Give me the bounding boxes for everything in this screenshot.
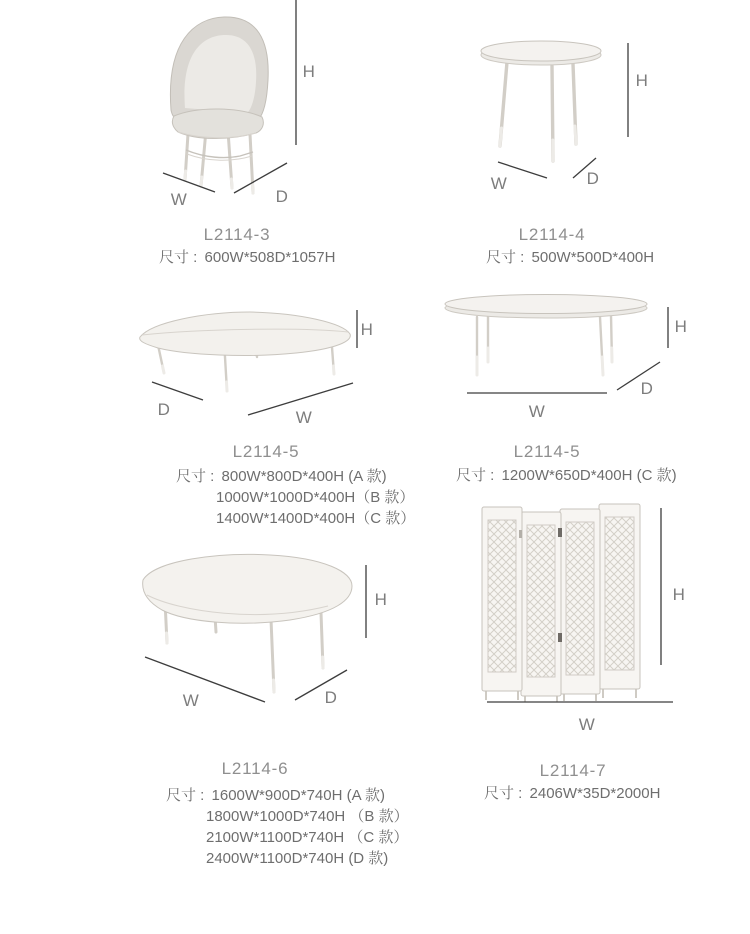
size-specs [166, 785, 409, 869]
bar-chair-sketch [100, 0, 330, 215]
screen-drawing [482, 504, 640, 702]
size-prefix: 尺寸 : [456, 467, 499, 484]
chair-drawing [170, 17, 268, 193]
depth-dim-line [295, 670, 347, 700]
size-value: 500W*500D*400H [531, 249, 655, 266]
size-specs [456, 465, 677, 486]
size-spec-line [486, 247, 654, 268]
table-drawing [481, 41, 601, 161]
table-drawing [445, 295, 647, 376]
depth-dim-label: D [275, 187, 289, 206]
product-card-square-coffee-table [100, 285, 416, 535]
height-dim-label: H [672, 585, 686, 604]
size-spec-line [176, 466, 415, 487]
size-prefix: 尺寸 : [176, 468, 219, 485]
depth-dim-label: D [640, 379, 654, 398]
size-spec-line [159, 247, 335, 268]
size-specs [159, 247, 335, 268]
oval-coffee-table-sketch [430, 285, 730, 430]
size-spec-line [456, 465, 677, 486]
size-spec-line [484, 783, 660, 804]
size-specs [176, 466, 415, 529]
size-spec-line: 1400W*1400D*400H（C 款） [216, 510, 416, 527]
round-side-table-sketch [430, 0, 730, 215]
size-prefix: 尺寸 : [159, 249, 202, 266]
size-value: 1600W*900D*740H (A 款) [211, 787, 385, 804]
product-code: L2114-5 [513, 442, 581, 461]
width-dim-line [145, 657, 265, 702]
product-code: L2114-3 [203, 225, 271, 244]
width-dim-label: W [295, 408, 313, 427]
depth-dim-label: D [324, 688, 338, 707]
size-value: 800W*800D*400H (A 款) [221, 468, 387, 485]
dimension-lines [467, 307, 668, 393]
width-dim-label: W [182, 691, 200, 710]
product-code: L2114-4 [518, 225, 586, 244]
size-prefix: 尺寸 : [484, 785, 527, 802]
square-coffee-table-sketch [100, 285, 380, 430]
size-spec-line: 1800W*1000D*740H （B 款） [206, 808, 409, 825]
size-prefix: 尺寸 : [486, 249, 529, 266]
product-card-oval-coffee-table [430, 285, 730, 490]
height-dim-label: H [302, 62, 316, 81]
size-specs [486, 247, 654, 268]
height-dim-label: H [374, 590, 388, 609]
depth-dim-line [152, 382, 203, 400]
product-card-oval-dining-table [100, 540, 409, 870]
width-dim-label: W [170, 190, 188, 209]
height-dim-label: H [360, 320, 374, 339]
table-drawing [143, 554, 352, 692]
product-card-bar-chair [100, 0, 336, 280]
width-dim-label: W [528, 402, 546, 421]
size-spec-line [166, 785, 409, 806]
size-specs [484, 783, 660, 804]
width-dim-label: W [578, 715, 596, 734]
size-spec-line: 2100W*1100D*740H （C 款） [206, 829, 409, 846]
size-spec-line: 1000W*1000D*400H（B 款） [216, 489, 415, 506]
product-code: L2114-5 [232, 442, 300, 461]
product-code: L2114-7 [539, 761, 607, 780]
folding-screen-sketch [430, 490, 730, 740]
depth-dim-label: D [586, 169, 600, 188]
size-value: 2406W*35D*2000H [529, 785, 661, 802]
oval-dining-table-sketch [100, 540, 400, 715]
height-dim-label: H [674, 317, 688, 336]
size-value: 1200W*650D*400H (C 款) [501, 467, 677, 484]
size-prefix: 尺寸 : [166, 787, 209, 804]
depth-dim-label: D [157, 400, 171, 419]
product-card-folding-screen [430, 490, 730, 810]
height-dim-label: H [635, 71, 649, 90]
width-dim-label: W [490, 174, 508, 193]
product-code: L2114-6 [221, 759, 289, 778]
product-card-round-side-table [430, 0, 730, 280]
size-spec-line: 2400W*1100D*740H (D 款) [206, 850, 389, 867]
size-value: 600W*508D*1057H [204, 249, 336, 266]
table-drawing [140, 312, 351, 391]
depth-dim-line [617, 362, 660, 390]
